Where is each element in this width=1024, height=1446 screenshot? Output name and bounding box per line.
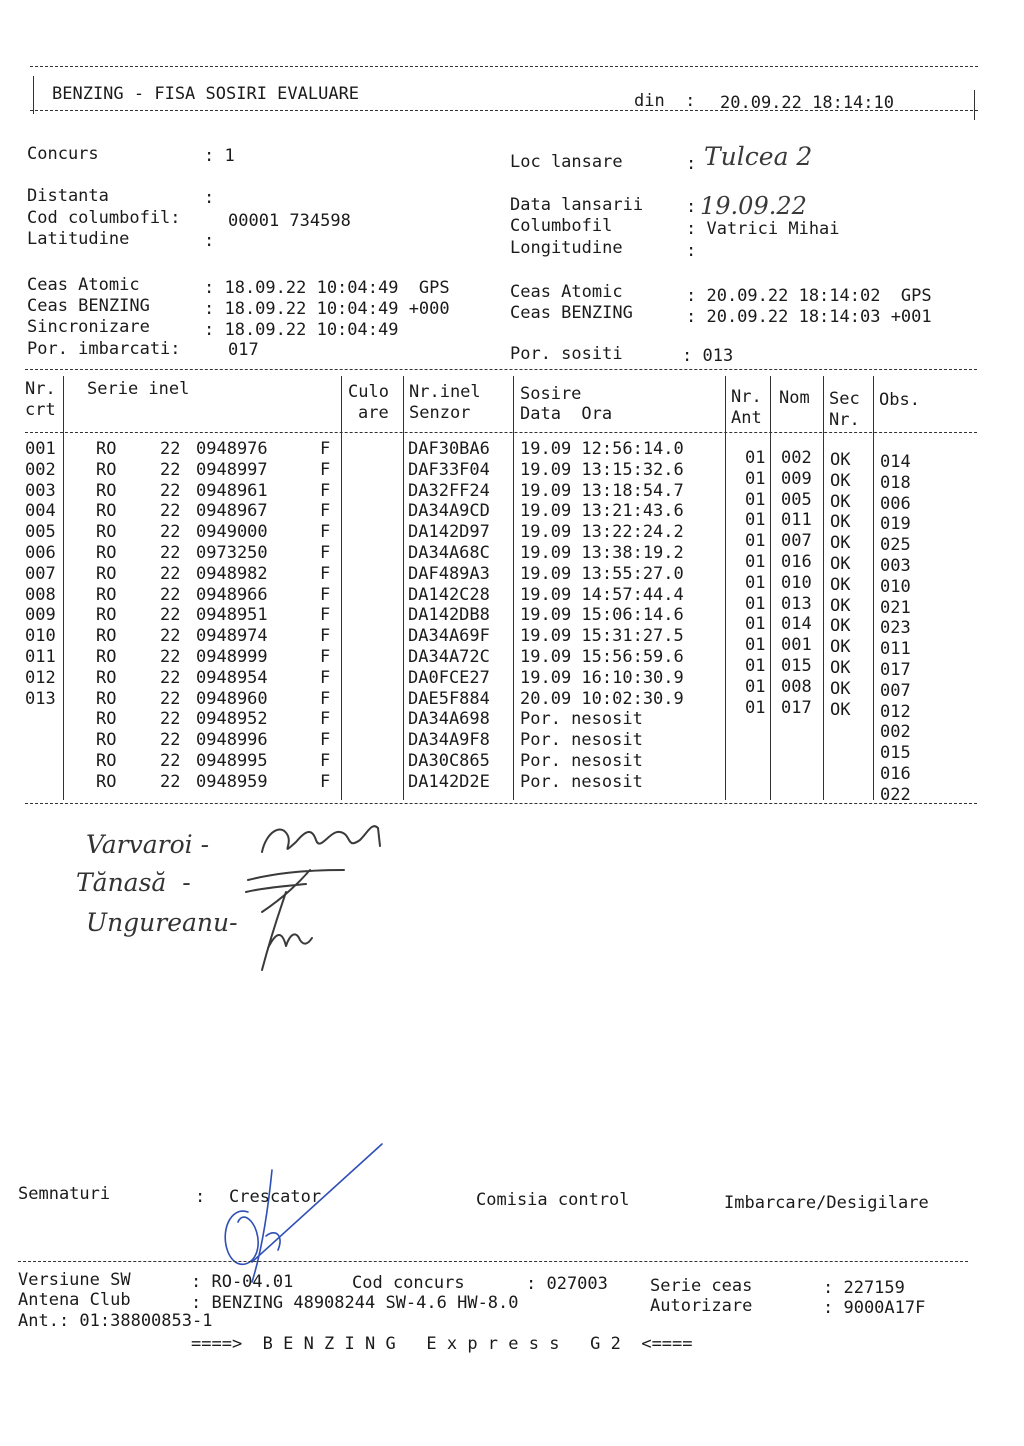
cell-sex: F (320, 501, 331, 522)
cell-crt: 009 (25, 605, 56, 626)
cell-nom: 002 (781, 448, 812, 468)
col-sep-crt (63, 376, 64, 800)
cell-an: 22 (160, 563, 181, 584)
ceas-benzing-start-label: Ceas BENZING (27, 296, 150, 316)
cell-tara: RO (96, 730, 117, 751)
cell-sec: OK (830, 470, 851, 491)
cell-tara: RO (96, 709, 117, 730)
col-sep-sec (873, 376, 874, 800)
cell-obs: 002 (880, 722, 911, 743)
cell-senzor: DA34A9F8 (408, 730, 490, 751)
cell-tara: RO (96, 626, 117, 647)
cell-an: 22 (160, 522, 181, 543)
latitudine-label: Latitudine (27, 229, 130, 249)
cell-ant: 01 (745, 510, 766, 531)
cell-inel: 0948959 (196, 771, 268, 792)
cell-crt: 010 (25, 626, 56, 647)
cell-inel: 0948961 (196, 480, 268, 501)
header-left-border (33, 76, 34, 114)
th-culoare-2: are (358, 403, 389, 423)
data-lansarii-colon: : (686, 197, 697, 217)
cell-sex: F (320, 563, 331, 584)
cell-inel: 0948954 (196, 667, 268, 688)
cell-obs: 021 (880, 597, 911, 618)
antena-id: Ant.: 01:38800853-1 (18, 1311, 213, 1331)
th-nr-inel-1: Nr.inel (409, 382, 481, 402)
cell-ant: 01 (745, 489, 766, 510)
cell-crt: 007 (25, 563, 56, 584)
cell-sosire: Por. nesosit (520, 709, 643, 730)
cell-sec: OK (830, 595, 851, 616)
th-serie-inel: Serie inel (87, 379, 190, 399)
por-imbarcati-label: Por. imbarcati: (27, 339, 181, 359)
th-sec-1: Sec (829, 389, 860, 409)
cell-ant: 01 (745, 614, 766, 635)
cell-inel: 0948995 (196, 751, 268, 771)
signature-ungureanu (262, 892, 312, 970)
cell-sex: F (320, 730, 331, 751)
cell-obs: 015 (880, 743, 911, 764)
cell-tara: RO (96, 667, 117, 688)
th-nr-ant-2: Ant (731, 408, 762, 428)
ceas-atomic-start-value: : 18.09.22 10:04:49 GPS (204, 278, 450, 298)
cell-obs: 023 (880, 618, 911, 639)
cell-senzor: DA32FF24 (408, 480, 490, 501)
cell-inel: 0948966 (196, 584, 268, 605)
cell-obs: 006 (880, 493, 911, 514)
cell-nom: 013 (781, 593, 812, 614)
cod-concurs-value: : 027003 (526, 1274, 608, 1294)
cell-obs: 007 (880, 680, 911, 701)
cell-tara: RO (96, 543, 117, 563)
cell-obs: 003 (880, 556, 911, 576)
longitudine-value: : (686, 241, 697, 261)
handwritten-name-3: Ungureanu- (86, 908, 238, 937)
col-sep-serie (341, 376, 342, 800)
distanta-value: : (204, 188, 215, 208)
cell-inel: 0948951 (196, 605, 268, 626)
date-label: din : (634, 91, 696, 111)
cell-an: 22 (160, 688, 181, 709)
cell-ant: 01 (745, 676, 766, 697)
cell-an: 22 (160, 647, 181, 667)
data-lansarii-label: Data lansarii (510, 195, 644, 215)
cell-inel: 0948967 (196, 501, 268, 522)
semnaturi-colon: : (195, 1187, 206, 1207)
cell-obs: 017 (880, 660, 911, 680)
cell-obs: 014 (880, 452, 911, 472)
col-sep-sosire (725, 376, 726, 800)
distanta-label: Distanta (27, 186, 109, 206)
cell-inel: 0948976 (196, 439, 268, 459)
cell-sosire: 19.09 13:15:32.6 (520, 459, 684, 480)
th-nr-inel-2: Senzor (409, 403, 471, 423)
concurs-value: : 1 (204, 146, 235, 166)
cell-sec: OK (830, 658, 851, 678)
col-sep-culoare (403, 376, 404, 800)
cell-inel: 0948997 (196, 459, 268, 480)
cell-senzor: DA142DB8 (408, 605, 490, 626)
cell-an: 22 (160, 667, 181, 688)
cell-sec: OK (830, 699, 851, 720)
cell-an: 22 (160, 730, 181, 751)
columbofil-value: : Vatrici Mihai (686, 219, 840, 239)
cell-sec: OK (830, 450, 851, 470)
cell-senzor: DA34A69F (408, 626, 490, 647)
cell-senzor: DA142D97 (408, 522, 490, 543)
cell-an: 22 (160, 584, 181, 605)
cell-senzor: DAF30BA6 (408, 439, 490, 459)
cell-tara: RO (96, 522, 117, 543)
th-nr-crt-2: crt (25, 400, 56, 420)
cell-an: 22 (160, 605, 181, 626)
document-title: BENZING - FISA SOSIRI EVALUARE (52, 84, 360, 104)
ceas-atomic-start-label: Ceas Atomic (27, 275, 140, 295)
cell-ant: 01 (745, 697, 766, 718)
cell-senzor: DAF33F04 (408, 459, 490, 480)
ceas-benzing-start-value: : 18.09.22 10:04:49 +000 (204, 299, 450, 319)
cell-crt: 001 (25, 439, 56, 459)
cell-nom: 011 (781, 510, 812, 531)
ceas-atomic-end-value: : 20.09.22 18:14:02 GPS (686, 286, 932, 306)
cell-senzor: DA142D2E (408, 771, 490, 792)
cell-ant: 01 (745, 635, 766, 656)
cell-obs: 010 (880, 576, 911, 597)
cell-sec: OK (830, 637, 851, 658)
cell-sosire: 19.09 13:38:19.2 (520, 543, 684, 563)
header-top-border (30, 66, 978, 67)
date-value: 20.09.22 18:14:10 (720, 93, 894, 113)
cell-senzor: DA142C28 (408, 584, 490, 605)
autorizare-label: Autorizare (650, 1296, 753, 1316)
cell-an: 22 (160, 771, 181, 792)
cell-nom: 007 (781, 531, 812, 552)
longitudine-label: Longitudine (510, 238, 623, 258)
cell-tara: RO (96, 584, 117, 605)
data-lansarii-value: 19.09.22 (700, 192, 807, 220)
cell-crt: 013 (25, 688, 56, 709)
cell-ant: 01 (745, 468, 766, 489)
cod-concurs-label: Cod concurs (352, 1273, 465, 1293)
cell-obs: 022 (880, 784, 911, 805)
cod-columbofil-label: Cod columbofil: (27, 208, 181, 228)
cell-an: 22 (160, 480, 181, 501)
cell-sex: F (320, 522, 331, 543)
handwritten-name-2: Tănasă - (76, 868, 191, 897)
cell-nom: 010 (781, 572, 812, 593)
cell-an: 22 (160, 459, 181, 480)
versiune-value: : RO-04.01 (191, 1272, 294, 1292)
th-sec-2: Nr. (829, 410, 860, 430)
cell-sex: F (320, 771, 331, 792)
cell-tara: RO (96, 439, 117, 459)
cell-tara: RO (96, 751, 117, 771)
th-nr-crt-1: Nr. (25, 379, 56, 399)
cell-sosire: 19.09 13:55:27.0 (520, 563, 684, 584)
cell-obs: 019 (880, 514, 911, 535)
cell-crt: 006 (25, 543, 56, 563)
cell-sosire: Por. nesosit (520, 751, 643, 771)
cell-sex: F (320, 751, 331, 771)
cell-ant: 01 (745, 552, 766, 572)
signature-varvaroi (262, 826, 380, 852)
cell-sosire: 19.09 14:57:44.4 (520, 584, 684, 605)
cell-sex: F (320, 647, 331, 667)
cell-sosire: 19.09 12:56:14.0 (520, 439, 684, 459)
th-obs: Obs. (879, 390, 920, 410)
cell-inel: 0948952 (196, 709, 268, 730)
cell-sosire: 19.09 13:22:24.2 (520, 522, 684, 543)
cell-obs: 016 (880, 764, 911, 784)
ceas-benzing-end-label: Ceas BENZING (510, 303, 633, 323)
cell-nom: 005 (781, 489, 812, 510)
cell-sec: OK (830, 616, 851, 637)
cell-sosire: 19.09 13:18:54.7 (520, 480, 684, 501)
cell-nom: 008 (781, 676, 812, 697)
latitudine-value: : (204, 231, 215, 251)
cell-crt: 003 (25, 480, 56, 501)
cell-senzor: DAF489A3 (408, 563, 490, 584)
sincronizare-value: : 18.09.22 10:04:49 (204, 320, 399, 340)
table-header-border (25, 432, 977, 433)
cell-tara: RO (96, 688, 117, 709)
col-sep-nom (823, 376, 824, 800)
cell-obs: 011 (880, 639, 911, 660)
cell-nom: 016 (781, 552, 812, 572)
cell-sec: OK (830, 678, 851, 699)
col-sep-senzor (513, 376, 514, 800)
cell-crt: 005 (25, 522, 56, 543)
cell-sex: F (320, 667, 331, 688)
serie-ceas-label: Serie ceas (650, 1276, 753, 1296)
cell-crt: 002 (25, 459, 56, 480)
cell-sex: F (320, 688, 331, 709)
th-sosire-2: Data Ora (520, 404, 613, 424)
cell-sosire: Por. nesosit (520, 771, 643, 792)
cod-columbofil-value: 00001 734598 (228, 211, 351, 231)
cell-sex: F (320, 626, 331, 647)
cell-ant: 01 (745, 448, 766, 468)
th-culoare-1: Culo (348, 382, 389, 402)
cell-an: 22 (160, 751, 181, 771)
cell-sec: OK (830, 574, 851, 595)
cell-sec: OK (830, 554, 851, 574)
comisia-label: Comisia control (476, 1190, 630, 1210)
cell-sosire: 19.09 15:56:59.6 (520, 647, 684, 667)
cell-an: 22 (160, 709, 181, 730)
cell-nom: 015 (781, 656, 812, 676)
header-bottom-border (30, 110, 978, 111)
loc-lansare-colon: : (686, 154, 697, 174)
cell-sosire: 19.09 13:21:43.6 (520, 501, 684, 522)
cell-tara: RO (96, 501, 117, 522)
cell-sosire: 19.09 15:31:27.5 (520, 626, 684, 647)
cell-senzor: DA34A9CD (408, 501, 490, 522)
cell-tara: RO (96, 563, 117, 584)
ceas-benzing-end-value: : 20.09.22 18:14:03 +001 (686, 307, 932, 327)
cell-obs: 018 (880, 472, 911, 493)
footer-top-border (18, 1261, 968, 1262)
table-bottom-border (25, 803, 977, 804)
cell-tara: RO (96, 647, 117, 667)
col-sep-ant (770, 376, 771, 800)
cell-crt: 004 (25, 501, 56, 522)
serie-ceas-value: : 227159 (823, 1278, 905, 1298)
cell-nom: 001 (781, 635, 812, 656)
handwritten-name-1: Varvaroi - (86, 830, 210, 859)
benzing-banner: ====> B E N Z I N G E x p r e s s G 2 <==== (191, 1334, 693, 1354)
cell-ant: 01 (745, 572, 766, 593)
cell-sosire: 19.09 16:10:30.9 (520, 667, 684, 688)
cell-obs: 012 (880, 701, 911, 722)
cell-an: 22 (160, 626, 181, 647)
cell-sex: F (320, 605, 331, 626)
cell-an: 22 (160, 543, 181, 563)
cell-senzor: DAE5F884 (408, 688, 490, 709)
cell-senzor: DA0FCE27 (408, 667, 490, 688)
autorizare-value: : 9000A17F (823, 1298, 926, 1318)
header-right-border (974, 90, 975, 120)
cell-sec: OK (830, 533, 851, 554)
versiune-label: Versiune SW (18, 1270, 131, 1290)
cell-inel: 0949000 (196, 522, 268, 543)
cell-tara: RO (96, 605, 117, 626)
crescator-label: Crescator (229, 1187, 322, 1207)
cell-sex: F (320, 439, 331, 459)
cell-senzor: DA34A72C (408, 647, 490, 667)
cell-nom: 014 (781, 614, 812, 635)
table-top-border (25, 369, 977, 370)
cell-inel: 0948974 (196, 626, 268, 647)
cell-inel: 0948960 (196, 688, 268, 709)
por-sositi-value: : 013 (682, 346, 734, 366)
cell-sec: OK (830, 491, 851, 512)
cell-tara: RO (96, 771, 117, 792)
cell-crt: 008 (25, 584, 56, 605)
th-nom: Nom (779, 388, 810, 408)
cell-sosire: Por. nesosit (520, 730, 643, 751)
cell-inel: 0948982 (196, 563, 268, 584)
th-nr-ant-1: Nr. (731, 387, 762, 407)
antena-label: Antena Club (18, 1290, 131, 1310)
cell-sosire: 20.09 10:02:30.9 (520, 688, 684, 709)
cell-inel: 0948996 (196, 730, 268, 751)
cell-sex: F (320, 543, 331, 563)
cell-sex: F (320, 584, 331, 605)
sincronizare-label: Sincronizare (27, 317, 150, 337)
antena-value: : BENZING 48908244 SW-4.6 HW-8.0 (191, 1293, 519, 1313)
cell-senzor: DA34A68C (408, 543, 490, 563)
por-imbarcati-value: 017 (228, 340, 259, 360)
cell-inel: 0948999 (196, 647, 268, 667)
loc-lansare-label: Loc lansare (510, 152, 623, 172)
cell-senzor: DA30C865 (408, 751, 490, 771)
cell-sex: F (320, 709, 331, 730)
cell-crt: 012 (25, 667, 56, 688)
cell-senzor: DA34A698 (408, 709, 490, 730)
cell-an: 22 (160, 439, 181, 459)
columbofil-label: Columbofil (510, 216, 613, 236)
cell-sec: OK (830, 512, 851, 533)
cell-ant: 01 (745, 593, 766, 614)
concurs-label: Concurs (27, 144, 99, 164)
cell-tara: RO (96, 459, 117, 480)
cell-an: 22 (160, 501, 181, 522)
cell-sex: F (320, 459, 331, 480)
cell-sex: F (320, 480, 331, 501)
cell-nom: 017 (781, 697, 812, 718)
cell-ant: 01 (745, 656, 766, 676)
cell-crt: 011 (25, 647, 56, 667)
signature-tanasa (246, 870, 344, 912)
ceas-atomic-end-label: Ceas Atomic (510, 282, 623, 302)
cell-ant: 01 (745, 531, 766, 552)
cell-tara: RO (96, 480, 117, 501)
cell-nom: 009 (781, 468, 812, 489)
semnaturi-label: Semnaturi (18, 1184, 111, 1204)
th-sosire-1: Sosire (520, 384, 582, 404)
cell-obs: 025 (880, 535, 911, 556)
cell-sosire: 19.09 15:06:14.6 (520, 605, 684, 626)
imbarcare-label: Imbarcare/Desigilare (724, 1193, 929, 1213)
cell-inel: 0973250 (196, 543, 268, 563)
loc-lansare-value: Tulcea 2 (704, 142, 813, 171)
por-sositi-label: Por. sositi (510, 344, 623, 364)
